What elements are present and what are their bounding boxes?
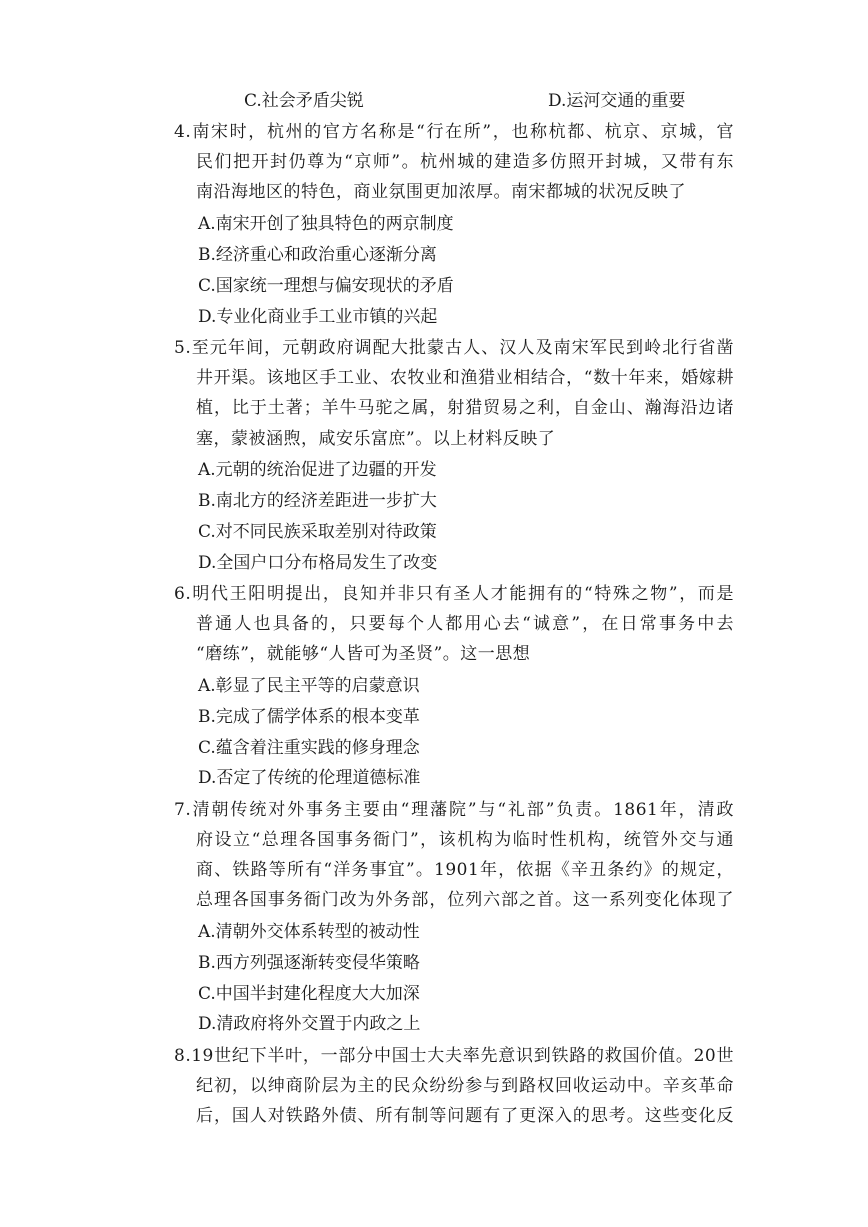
question-8-line-1: 8.19世纪下半叶，一部分中国士大夫率先意识到铁路的救国价值。20世 [174,1046,734,1066]
question-6-option-d: D.否定了传统的伦理道德标准 [198,768,421,788]
question-8-line-3: 后，国人对铁路外债、所有制等问题有了更深入的思考。这些变化反 [196,1106,734,1126]
question-6-line-1: 6.明代王阳明提出，良知并非只有圣人才能拥有的“特殊之物”，而是 [174,584,734,604]
question-7-option-b: B.西方列强逐渐转变侵华策略 [198,953,420,973]
question-7-line-4: 总理各国事务衙门改为外务部，位列六部之首。这一系列变化体现了 [196,890,734,910]
question-4-option-b: B.经济重心和政治重心逐渐分离 [198,245,437,265]
question-6-option-c: C.蕴含着注重实践的修身理念 [198,738,420,758]
question-6-line-2: 普通人也具备的，只要每个人都用心去“诚意”，在日常事务中去 [196,614,734,634]
question-4-option-d: D.专业化商业手工业市镇的兴起 [198,307,438,327]
question-7-line-2: 府设立“总理各国事务衙门”，该机构为临时性机构，统管外交与通 [196,830,734,850]
question-5-option-d: D.全国户口分布格局发生了改变 [198,553,438,573]
question-4-option-a: A.南宋开创了独具特色的两京制度 [198,214,454,234]
question-5-option-b: B.南北方的经济差距进一步扩大 [198,491,437,511]
option-d-q3: D.运河交通的重要 [548,91,686,111]
question-4-option-c: C.国家统一理想与偏安现状的矛盾 [198,276,454,296]
question-4-line-3: 南沿海地区的特色，商业氛围更加浓厚。南宋都城的状况反映了 [196,182,686,202]
question-5-line-1: 5.至元年间，元朝政府调配大批蒙古人、汉人及南宋军民到岭北行省凿 [174,338,734,358]
question-6-option-a: A.彰显了民主平等的启蒙意识 [198,676,420,696]
question-5-line-4: 塞，蒙被涵煦，咸安乐富庶”。以上材料反映了 [196,429,556,449]
question-4-line-1: 4.南宋时，杭州的官方名称是“行在所”，也称杭都、杭京、京城，官 [174,122,734,142]
question-5-option-a: A.元朝的统治促进了边疆的开发 [198,460,437,480]
question-7-option-d: D.清政府将外交置于内政之上 [198,1014,421,1034]
question-8-line-2: 纪初，以绅商阶层为主的民众纷纷参与到路权回收运动中。辛亥革命 [196,1076,734,1096]
question-5-line-2: 井开渠。该地区手工业、农牧业和渔猎业相结合，“数十年来，婚嫁耕 [196,368,734,388]
question-6-line-3: “磨练”，就能够“人皆可为圣贤”。这一思想 [196,644,531,664]
question-7-option-c: C.中国半封建化程度大大加深 [198,984,420,1004]
question-7-line-3: 商、铁路等所有“洋务事宜”。1901年，依据《辛丑条约》的规定， [196,860,734,880]
question-7-option-a: A.清朝外交体系转型的被动性 [198,922,420,942]
question-5-line-3: 植，比于土著；羊牛马驼之属，射猎贸易之利，自金山、瀚海沿边诸 [196,398,734,418]
question-6-option-b: B.完成了儒学体系的根本变革 [198,707,420,727]
option-c-q3: C.社会矛盾尖锐 [244,91,364,111]
question-5-option-c: C.对不同民族采取差别对待政策 [198,522,437,542]
question-4-line-2: 民们把开封仍尊为“京师”。杭州城的建造多仿照开封城，又带有东 [196,152,734,172]
question-7-line-1: 7.清朝传统对外事务主要由“理藩院”与“礼部”负责。1861年，清政 [174,800,734,820]
